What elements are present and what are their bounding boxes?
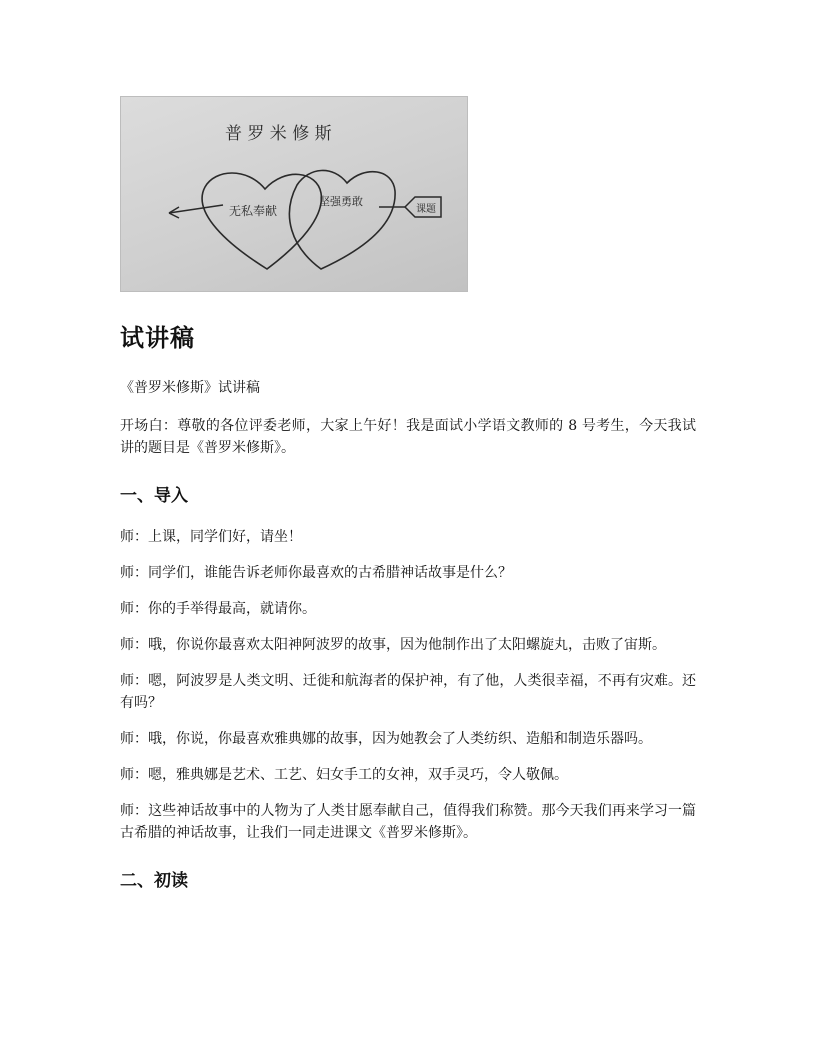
paragraph: 师：你的手举得最高，就请你。 [120, 601, 316, 617]
paragraph: 师：这些神话故事中的人物为了人类甘愿奉献自己，值得我们称赞。那今天我们再来学习一篇古希腊的神话故事，让我们一同走进课文《普罗米修斯》。 [120, 803, 696, 841]
paragraph: 师：哦，你说你最喜欢太阳神阿波罗的故事，因为他制作出了太阳螺旋丸，击败了宙斯。 [120, 637, 666, 653]
paragraph: 师：嗯，阿波罗是人类文明、迁徙和航海者的保护神，有了他，人类很幸福，不再有灾难。还有吗？ [120, 673, 696, 711]
right-heart [289, 170, 395, 269]
whiteboard-photo [120, 96, 468, 292]
figure-title: 普 罗 米 修 斯 [225, 124, 332, 144]
document-subtitle: 《普罗米修斯》试讲稿 [120, 380, 260, 396]
paragraph: 师：哦，你说，你最喜欢雅典娜的故事，因为她教会了人类纺织、造船和制造乐器吗。 [120, 731, 652, 747]
opening-paragraph: 开场白：尊敬的各位评委老师，大家上午好！我是面试小学语文教师的 8 号考生，今天我试讲的题目是《普罗米修斯》。 [120, 418, 696, 456]
document-page [120, 96, 696, 911]
left-heart [202, 173, 321, 269]
arrow-tag-label: 课题 [416, 204, 436, 215]
right-heart-label: 坚强勇敢 [319, 195, 363, 208]
paragraph: 师：嗯，雅典娜是艺术、工艺、妇女手工的女神，双手灵巧，令人敬佩。 [120, 767, 568, 783]
section-heading-first-reading: 二、初读 [120, 871, 188, 891]
paragraph: 师：同学们，谁能告诉老师你最喜欢的古希腊神话故事是什么？ [120, 565, 512, 581]
page-heading: 试讲稿 [120, 324, 195, 352]
paragraph: 师：上课，同学们好，请坐！ [120, 529, 302, 545]
section-heading-intro: 一、导入 [120, 486, 188, 506]
left-heart-label: 无私奉献 [229, 204, 278, 218]
